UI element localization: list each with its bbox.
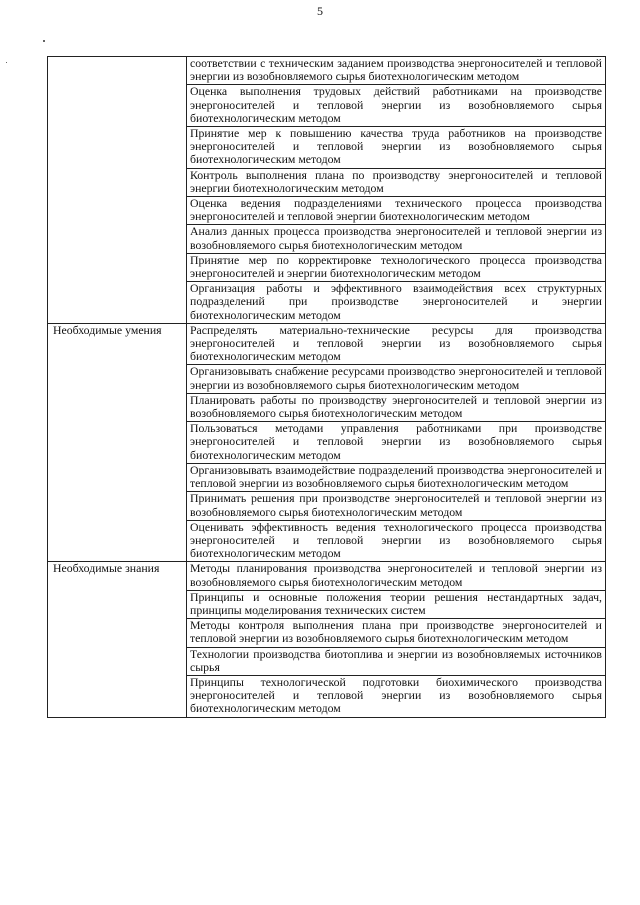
- requirement-text-cell: Принятие мер по корректировке технологического процесса производства энергоносителей и энергии биотехнологическим методом: [187, 253, 606, 281]
- requirement-text-cell: Распределять материально-технические ресурсы для производства энергоносителей и тепловой энергии из возобновляемого сырья биотехнологическим методом: [187, 323, 606, 365]
- requirement-text-cell: Принимать решения при производстве энергоносителей и тепловой энергии из возобновляемого сырья биотехнологическим методом: [187, 492, 606, 520]
- requirement-text-cell: Оценка выполнения трудовых действий работниками на производстве энергоносителей и тепловой энергии из возобновляемого сырья биотехнологическим методом: [187, 85, 606, 127]
- requirement-text-cell: Организация работы и эффективного взаимодействия всех структурных подразделений при производстве энергоносителей и энергии биотехнологическим методом: [187, 282, 606, 324]
- table-row: [48, 57, 606, 85]
- requirement-text-cell: Технологии производства биотоплива и энергии из возобновляемых источников сырья: [187, 647, 606, 675]
- requirement-text-cell: Анализ данных процесса производства энергоносителей и тепловой энергии из возобновляемого сырья биотехнологическим методом: [187, 225, 606, 253]
- table-row: [48, 562, 606, 590]
- competency-table: [47, 56, 606, 718]
- requirement-text-cell: Принципы и основные положения теории решения нестандартных задач, принципы моделирования технических систем: [187, 590, 606, 618]
- requirement-text-cell: Пользоваться методами управления работниками при производстве энергоносителей и тепловой энергии из возобновляемого сырья биотехнологическим методом: [187, 422, 606, 464]
- competency-table-body: [48, 57, 606, 718]
- section-label-cell: [48, 57, 187, 324]
- table-row: [48, 323, 606, 365]
- scan-speck: [43, 40, 45, 42]
- requirement-text-cell: Планировать работы по производству энергоносителей и тепловой энергии из возобновляемого сырья биотехнологическим методом: [187, 393, 606, 421]
- requirement-text-cell: Организовывать снабжение ресурсами производство энергоносителей и тепловой энергии из возобновляемого сырья биотехнологическим методом: [187, 365, 606, 393]
- requirement-text-cell: Организовывать взаимодействие подразделений производства энергоносителей и тепловой энергии из возобновляемого сырья биотехнологическим методом: [187, 463, 606, 491]
- section-label-cell: Необходимые знания: [48, 562, 187, 717]
- requirement-text-cell: Принципы технологической подготовки биохимического производства энергоносителей и тепловой энергии из возобновляемого сырья биотехнологическим методом: [187, 675, 606, 717]
- requirement-text-cell: Принятие мер к повышению качества труда работников на производстве энергоносителей и тепловой энергии из возобновляемого сырья биотехнологическим методом: [187, 127, 606, 169]
- scan-speck: [6, 62, 7, 63]
- requirement-text-cell: Оценка ведения подразделениями технического процесса производства энергоносителей и тепловой энергии биотехнологическим методом: [187, 197, 606, 225]
- section-label-cell: Необходимые умения: [48, 323, 187, 561]
- requirement-text-cell: Оценивать эффективность ведения технологического процесса производства энергоносителей и тепловой энергии из возобновляемого сырья биотехнологическим методом: [187, 520, 606, 562]
- requirement-text-cell: соответствии с техническим заданием производства энергоносителей и тепловой энергии из возобновляемого сырья биотехнологическим методом: [187, 57, 606, 85]
- requirement-text-cell: Контроль выполнения плана по производству энергоносителей и тепловой энергии биотехнологическим методом: [187, 168, 606, 196]
- page-number: 5: [317, 4, 323, 18]
- requirement-text-cell: Методы контроля выполнения плана при производстве энергоносителей и тепловой энергии из возобновляемого сырья биотехнологическим методом: [187, 619, 606, 647]
- requirement-text-cell: Методы планирования производства энергоносителей и тепловой энергии из возобновляемого сырья биотехнологическим методом: [187, 562, 606, 590]
